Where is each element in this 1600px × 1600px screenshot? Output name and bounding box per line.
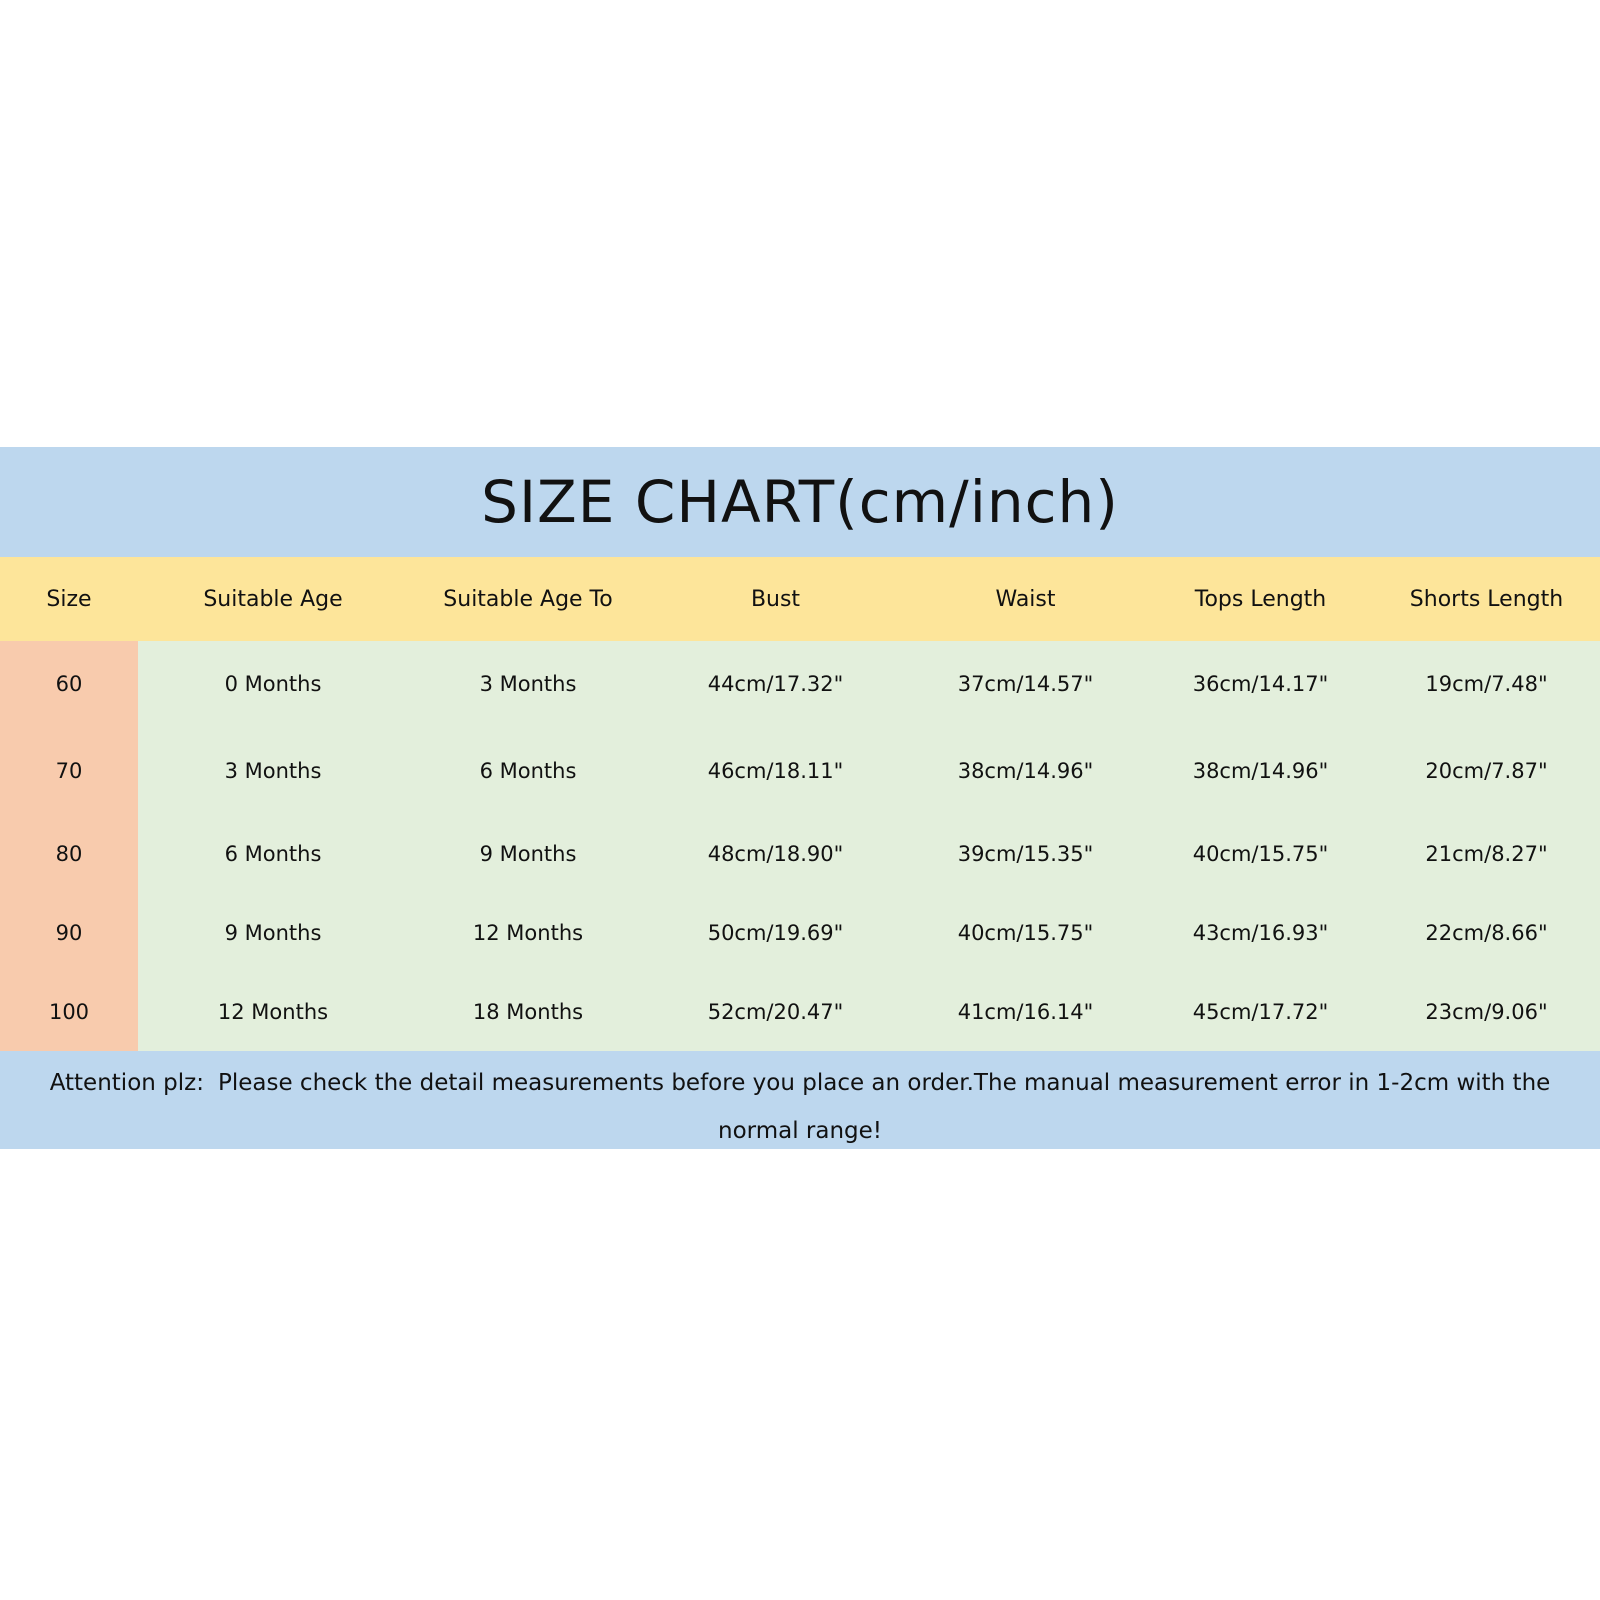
header-suitable-age-to: Suitable Age To [443, 586, 613, 612]
shorts-length-cell: 19cm/7.48" [1373, 641, 1600, 726]
bust-cell: 48cm/18.90" [648, 816, 903, 892]
chart-title: SIZE CHART(cm/inch) [481, 468, 1119, 536]
header-suitable-age: Suitable Age [203, 586, 343, 612]
table-row [0, 892, 1600, 973]
size-cell: 80 [0, 816, 138, 892]
shorts-length-cell: 23cm/9.06" [1373, 973, 1600, 1051]
suitable-age-cell: 12 Months [138, 973, 408, 1051]
size-table [0, 557, 1600, 1051]
shorts-length-cell: 20cm/7.87" [1373, 726, 1600, 816]
bust-cell: 46cm/18.11" [648, 726, 903, 816]
attention-note [0, 1051, 1600, 1149]
bust-cell: 44cm/17.32" [648, 641, 903, 726]
suitable-age-to-cell: 3 Months [408, 641, 648, 726]
bust-cell: 50cm/19.69" [648, 892, 903, 973]
shorts-length-cell: 21cm/8.27" [1373, 816, 1600, 892]
waist-cell: 38cm/14.96" [903, 726, 1148, 816]
table-row [0, 726, 1600, 816]
suitable-age-cell: 9 Months [138, 892, 408, 973]
header-size: Size [46, 586, 92, 612]
table-row [0, 973, 1600, 1051]
table-row [0, 816, 1600, 892]
attention-text: Please check the detail measurements before you place an order.The manual measurement error in 1-2cm with the normal range! [217, 1070, 1551, 1144]
header-waist: Waist [995, 586, 1056, 612]
bust-cell: 52cm/20.47" [648, 973, 903, 1051]
waist-cell: 40cm/15.75" [903, 892, 1148, 973]
waist-cell: 41cm/16.14" [903, 973, 1148, 1051]
tops-length-cell: 40cm/15.75" [1148, 816, 1373, 892]
title-band [0, 447, 1600, 557]
tops-length-cell: 36cm/14.17" [1148, 641, 1373, 726]
suitable-age-to-cell: 18 Months [408, 973, 648, 1051]
suitable-age-cell: 3 Months [138, 726, 408, 816]
shorts-length-cell: 22cm/8.66" [1373, 892, 1600, 973]
suitable-age-to-cell: 9 Months [408, 816, 648, 892]
size-chart [0, 447, 1600, 1149]
size-cell: 60 [0, 641, 138, 726]
size-cell: 70 [0, 726, 138, 816]
header-tops-length: Tops Length [1194, 586, 1327, 612]
tops-length-cell: 43cm/16.93" [1148, 892, 1373, 973]
suitable-age-to-cell: 6 Months [408, 726, 648, 816]
attention-label: Attention plz: [49, 1070, 204, 1096]
suitable-age-cell: 0 Months [138, 641, 408, 726]
header-bust: Bust [750, 586, 801, 612]
table-row [0, 641, 1600, 726]
tops-length-cell: 45cm/17.72" [1148, 973, 1373, 1051]
header-row [0, 557, 1600, 641]
waist-cell: 39cm/15.35" [903, 816, 1148, 892]
waist-cell: 37cm/14.57" [903, 641, 1148, 726]
size-cell: 90 [0, 892, 138, 973]
size-cell: 100 [0, 973, 138, 1051]
suitable-age-cell: 6 Months [138, 816, 408, 892]
header-shorts-length: Shorts Length [1409, 586, 1564, 612]
tops-length-cell: 38cm/14.96" [1148, 726, 1373, 816]
suitable-age-to-cell: 12 Months [408, 892, 648, 973]
